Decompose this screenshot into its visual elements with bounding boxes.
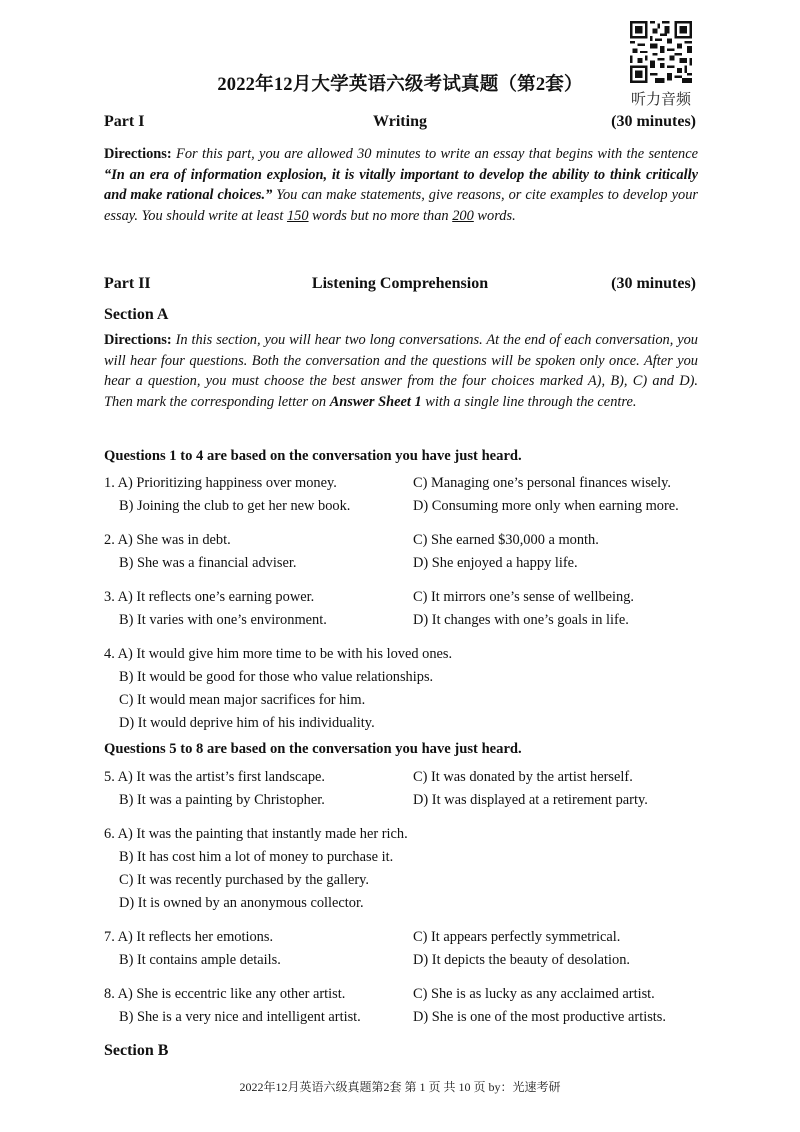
q6-option-c: C) It was recently purchased by the gallery. bbox=[119, 872, 370, 888]
q3-option-c: C) It mirrors one’s sense of wellbeing. bbox=[413, 589, 635, 605]
directions-text: For this part, you are allowed 30 minutes to write an essay that begins with the sentence bbox=[171, 146, 698, 162]
q4-option-a: 4. A) It would give him more time to be with his loved ones. bbox=[104, 646, 453, 662]
q5-option-c: C) It was donated by the artist herself. bbox=[413, 769, 633, 785]
qr-code[interactable] bbox=[627, 21, 695, 83]
part1-time: (30 minutes) bbox=[611, 113, 696, 130]
directions-text: words. bbox=[473, 207, 516, 224]
essay-prompt: “In an era of information explosion, it is vitally important to develop the ability to think critically and make rational choices.” bbox=[104, 166, 698, 204]
q2-option-b: B) She was a financial adviser. bbox=[119, 555, 297, 571]
q2-option-d: D) She enjoyed a happy life. bbox=[413, 555, 578, 571]
directions-text: with a single line through the centre. bbox=[421, 393, 637, 410]
directions-label: Directions: bbox=[104, 332, 172, 348]
part2-time: (30 minutes) bbox=[611, 275, 696, 292]
part1-number: Part I bbox=[104, 113, 145, 130]
directions-label: Directions: bbox=[104, 146, 172, 162]
question-group-heading: Questions 1 to 4 are based on the conversation you have just heard. bbox=[104, 448, 522, 464]
q3-option-a: 3. A) It reflects one’s earning power. bbox=[104, 589, 315, 605]
part2-number: Part II bbox=[104, 275, 151, 292]
q3-option-b: B) It varies with one’s environment. bbox=[119, 612, 327, 628]
q5-option-a: 5. A) It was the artist’s first landscape. bbox=[104, 769, 326, 785]
directions-text: You can make statements, give reasons, or cite examples to develop your essay. You should write at least bbox=[104, 187, 698, 224]
q4-option-c: C) It would mean major sacrifices for him. bbox=[119, 692, 366, 708]
q6-option-d: D) It is owned by an anonymous collector. bbox=[119, 895, 364, 911]
q5-option-b: B) It was a painting by Christopher. bbox=[119, 792, 325, 808]
q8-option-c: C) She is as lucky as any acclaimed artist. bbox=[413, 986, 655, 1002]
section-a-title: Section A bbox=[104, 306, 169, 323]
part1-title: Writing bbox=[373, 113, 427, 130]
min-word-count: 150 bbox=[286, 207, 309, 224]
page-footer: 2022年12月英语六级真题第2套 第 1 页 共 10 页 by：光速考研 bbox=[239, 1080, 561, 1094]
q2-option-a: 2. A) She was in debt. bbox=[104, 532, 231, 548]
q6-option-b: B) It has cost him a lot of money to purchase it. bbox=[119, 849, 394, 865]
directions-text: In this section, you will hear two long conversations. At the end of each conversation, you will hear four questions. Both the conversation and the questions will be spoken only once. After you hear a question, you must choose the best answer from the four choices marked A), B), C) and D). Then mark the corresponding letter on bbox=[104, 332, 698, 410]
part2-directions bbox=[104, 330, 698, 412]
q7-option-b: B) It contains ample details. bbox=[119, 952, 281, 968]
q7-option-d: D) It depicts the beauty of desolation. bbox=[413, 952, 630, 968]
part2-title: Listening Comprehension bbox=[311, 275, 489, 292]
q1-option-d: D) Consuming more only when earning more. bbox=[413, 498, 679, 514]
q1-option-b: B) Joining the club to get her new book. bbox=[119, 498, 351, 514]
page-title: 2022年12月大学英语六级考试真题（第2套） bbox=[217, 75, 583, 95]
q8-option-d: D) She is one of the most productive artists. bbox=[413, 1009, 666, 1025]
q6-option-a: 6. A) It was the painting that instantly made her rich. bbox=[104, 826, 408, 842]
q1-option-a: 1. A) Prioritizing happiness over money. bbox=[104, 475, 337, 491]
qr-label: 听力音频 bbox=[630, 90, 691, 108]
answer-sheet-ref: Answer Sheet 1 bbox=[329, 393, 422, 410]
section-b-title: Section B bbox=[104, 1042, 169, 1059]
q7-option-a: 7. A) It reflects her emotions. bbox=[104, 929, 274, 945]
part1-directions bbox=[104, 144, 698, 226]
q4-option-b: B) It would be good for those who value relationships. bbox=[119, 669, 434, 685]
q7-option-c: C) It appears perfectly symmetrical. bbox=[413, 929, 621, 945]
q5-option-d: D) It was displayed at a retirement party. bbox=[413, 792, 648, 808]
directions-text: words but no more than bbox=[308, 207, 453, 224]
q8-option-a: 8. A) She is eccentric like any other artist. bbox=[104, 986, 346, 1002]
q3-option-d: D) It changes with one’s goals in life. bbox=[413, 612, 629, 628]
q1-option-c: C) Managing one’s personal finances wisely. bbox=[413, 475, 672, 491]
question-group-heading: Questions 5 to 8 are based on the conversation you have just heard. bbox=[104, 741, 522, 757]
q4-option-d: D) It would deprive him of his individuality. bbox=[119, 715, 375, 731]
max-word-count: 200 bbox=[452, 207, 474, 224]
q8-option-b: B) She is a very nice and intelligent artist. bbox=[119, 1009, 361, 1025]
q2-option-c: C) She earned $30,000 a month. bbox=[413, 532, 599, 548]
